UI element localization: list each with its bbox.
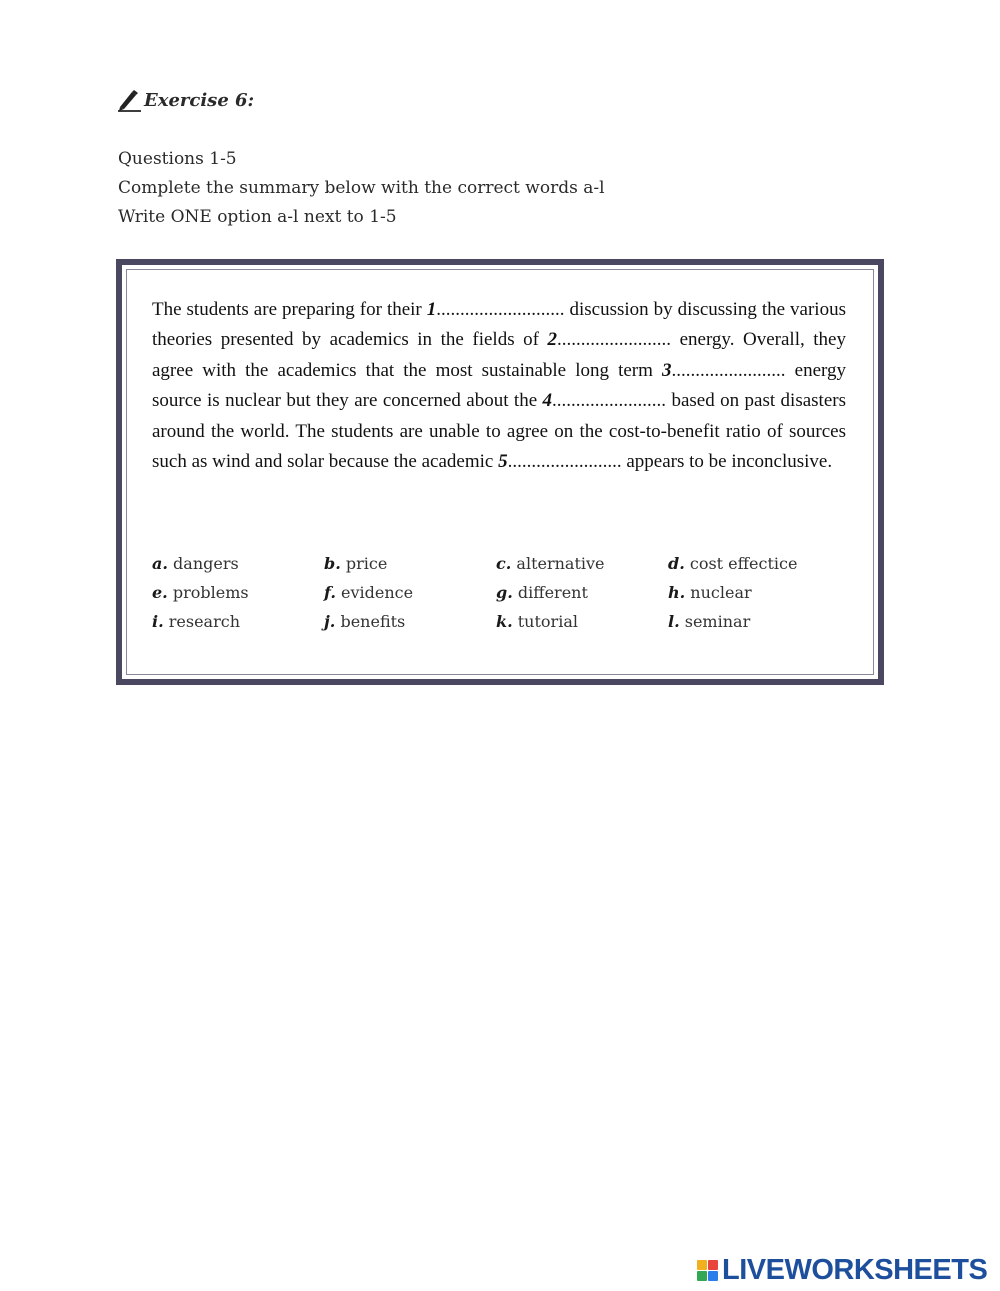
option-letter: f. [324, 583, 336, 602]
pencil-icon [116, 88, 142, 112]
option-letter: j. [324, 612, 336, 631]
option-letter: h. [668, 583, 686, 602]
option-word: dangers [173, 554, 239, 573]
option-letter: k. [496, 612, 513, 631]
option-b [324, 551, 496, 576]
option-l [668, 609, 852, 634]
option-h [668, 580, 852, 605]
option-a [152, 551, 324, 576]
logo-square [708, 1271, 718, 1281]
liveworksheets-logo-icon [697, 1260, 718, 1281]
option-word: tutorial [517, 612, 578, 631]
option-letter: a. [152, 554, 168, 573]
option-letter: b. [324, 554, 341, 573]
instructions [118, 145, 605, 232]
option-word: problems [172, 583, 249, 602]
instruction-line: Complete the summary below with the correct words a-l [118, 178, 605, 198]
logo-square [697, 1271, 707, 1281]
passage-text: ........................ energy source is nuclear but they are concerned about the [152, 359, 846, 412]
option-letter: l. [668, 612, 680, 631]
exercise-heading [116, 88, 254, 112]
option-letter: c. [496, 554, 512, 573]
option-f [324, 580, 496, 605]
question-number-4: 4 [542, 390, 553, 412]
passage-text: ........................ energy. Overall, they agree with the academics that the most sustainable long term [152, 329, 846, 381]
option-letter: i. [152, 612, 164, 631]
option-word: evidence [340, 583, 414, 602]
option-letter: g. [496, 583, 513, 602]
option-letter: d. [668, 554, 685, 573]
word-options [152, 551, 852, 634]
option-letter: e. [152, 583, 168, 602]
option-k [496, 609, 668, 634]
summary-box [116, 259, 884, 685]
option-e [152, 580, 324, 605]
exercise-title: Exercise 6: [144, 89, 255, 111]
passage-text: ........................ appears to be inconclusive. [507, 451, 833, 473]
question-number-1: 1 [426, 299, 437, 320]
logo-square [708, 1260, 718, 1270]
option-i [152, 609, 324, 634]
option-c [496, 551, 668, 576]
option-d [668, 551, 852, 576]
option-word: price [345, 554, 388, 573]
option-word: research [168, 612, 240, 631]
option-word: alternative [516, 554, 605, 573]
logo-square [697, 1260, 707, 1270]
option-j [324, 609, 496, 634]
option-word: cost effectice [689, 554, 798, 573]
instruction-line: Write ONE option a-l next to 1-5 [118, 207, 397, 227]
passage-text: ........................... discussion by discussing the various theories presented by academics in the fields of [152, 299, 846, 351]
summary-passage [152, 295, 846, 477]
option-word: different [517, 583, 588, 602]
option-g [496, 580, 668, 605]
passage-text: The students are preparing for their [152, 299, 427, 320]
option-word: benefits [340, 612, 406, 631]
question-number-2: 2 [547, 329, 558, 351]
instruction-line: Questions 1-5 [118, 149, 237, 169]
brand-text: LIVEWORKSHEETS [722, 1254, 988, 1286]
option-word: seminar [684, 612, 751, 631]
liveworksheets-brand[interactable] [697, 1254, 987, 1287]
question-number-5: 5 [498, 451, 508, 473]
question-number-3: 3 [662, 359, 672, 381]
passage-text: ........................ based on past disasters around the world. The students are unable to agree on the cost-to-benefit ratio of sources such as wind and solar because the academic [152, 390, 846, 473]
option-word: nuclear [690, 583, 752, 602]
